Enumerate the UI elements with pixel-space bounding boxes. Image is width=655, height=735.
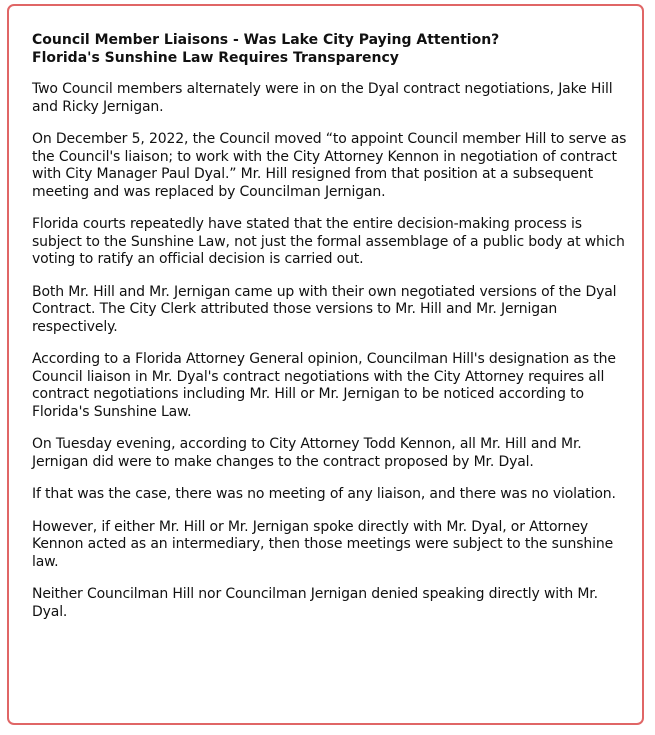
paragraph-5: According to a Florida Attorney General opinion, Councilman Hill's designation as the Council liaison in Mr. Dyal's contract negotiations with the City Attorney requires all contract negotiations including Mr. Hill or Mr. Jernigan to be noticed according to Florida's Sunshine Law. <box>32 351 616 420</box>
paragraph-8: However, if either Mr. Hill or Mr. Jernigan spoke directly with Mr. Dyal, or Attorney Kennon acted as an intermediary, then those meetings were subject to the sunshine law. <box>32 518 614 570</box>
paragraph-3: Florida courts repeatedly have stated that the entire decision-making process is subject to the Sunshine Law, not just the formal assemblage of a public body at which voting to ratify an official decision is carried out. <box>32 216 625 267</box>
article-content <box>32 31 632 636</box>
paragraph-2: On December 5, 2022, the Council moved “to appoint Council member Hill to serve as the Council's liaison; to work with the City Attorney Kennon in negotiation of contract with City Manager Paul Dyal.” Mr. Hill resigned from that position at a subsequent meeting and was replaced by Councilman Jernigan. <box>32 131 627 200</box>
paragraph-4: Both Mr. Hill and Mr. Jernigan came up with their own negotiated versions of the Dyal Contract. The City Clerk attributed those versions to Mr. Hill and Mr. Jernigan respectively. <box>32 283 617 335</box>
paragraph-6: On Tuesday evening, according to City Attorney Todd Kennon, all Mr. Hill and Mr. Jernigan did were to make changes to the contract proposed by Mr. Dyal. <box>32 436 582 470</box>
article-title-line-1: Council Member Liaisons - Was Lake City Paying Attention? <box>32 32 500 48</box>
article-title <box>32 31 632 67</box>
paragraph-1: Two Council members alternately were in on the Dyal contract negotiations, Jake Hill and Ricky Jernigan. <box>32 81 613 115</box>
paragraph-9: Neither Councilman Hill nor Councilman Jernigan denied speaking directly with Mr. Dyal. <box>32 586 598 620</box>
article-title-line-2: Florida's Sunshine Law Requires Transparency <box>32 50 399 66</box>
paragraph-7: If that was the case, there was no meeting of any liaison, and there was no violation. <box>32 486 616 502</box>
